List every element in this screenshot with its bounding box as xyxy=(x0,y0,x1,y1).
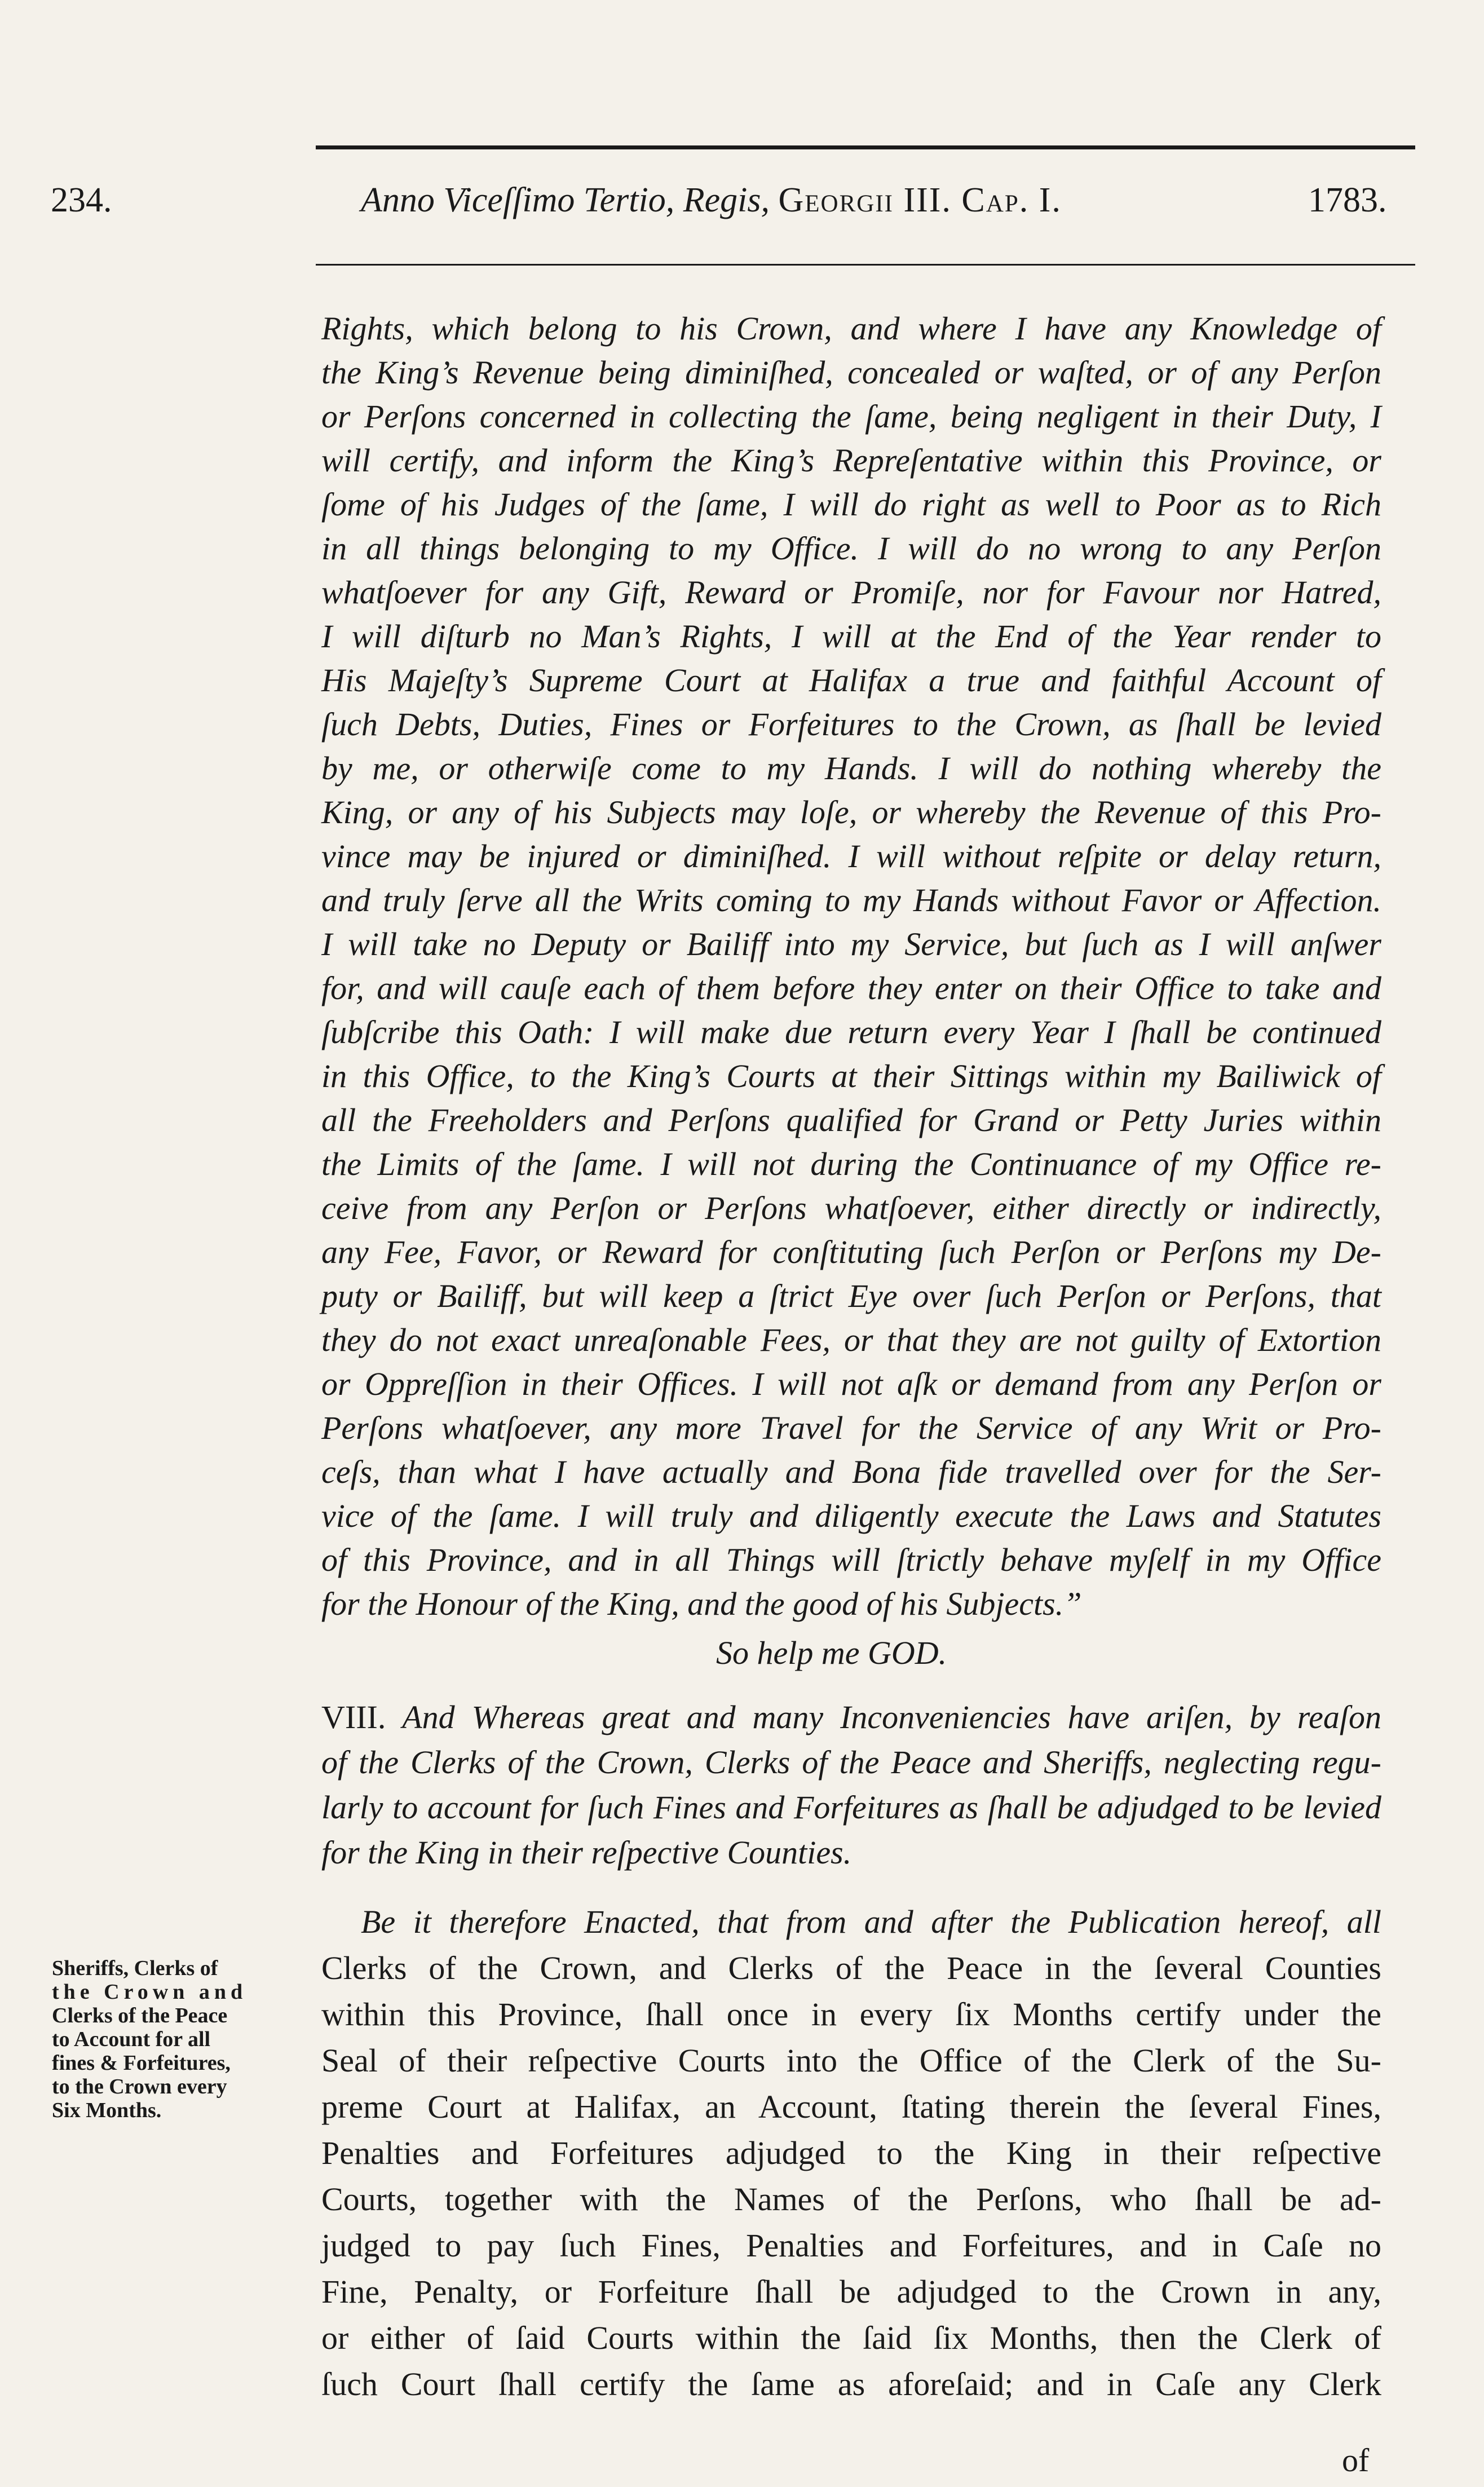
text-line: ſuch Debts, Duties, Fines or Forfeitures to the Crown, as ſhall be levied xyxy=(321,706,1381,743)
header-rule-bottom xyxy=(316,264,1415,266)
text-line: of the Clerks of the Crown, Clerks of the Peace and Sheriffs, neglecting regu- xyxy=(321,1744,1381,1781)
text-line: preme Court at Halifax, an Account, ſtating therein the ſeveral Fines, xyxy=(321,2088,1381,2125)
text-line: Courts, together with the Names of the Perſons, who ſhall be ad- xyxy=(321,2181,1381,2217)
text-line: they do not exact unreaſonable Fees, or that they are not guilty of Extortion xyxy=(321,1322,1381,1358)
text-line: His Majeſty’s Supreme Court at Halifax a true and faithful Account of xyxy=(321,662,1381,699)
text-line: Perſons whatſoever, any more Travel for the Service of any Writ or Pro- xyxy=(321,1410,1381,1446)
text-line: vice of the ſame. I will truly and diligently execute the Laws and Statutes xyxy=(321,1497,1381,1534)
margin-note-line: the Crown and xyxy=(52,1980,248,2004)
text-line: for the King in their reſpective Counties. xyxy=(321,1834,852,1871)
margin-note-line: Six Months. xyxy=(52,2099,162,2122)
text-line: ſuch Court ſhall certify the ſame as aforeſaid; and in Caſe any Clerk xyxy=(321,2366,1381,2402)
text-line: will certify, and inform the King’s Repreſentative within this Province, or xyxy=(321,442,1381,479)
margin-note xyxy=(52,1956,294,2122)
running-header xyxy=(0,180,1484,231)
margin-note-line: Clerks of the Peace xyxy=(52,2004,228,2027)
text-line: ſome of his Judges of the ſame, I will do right as well to Poor as to Rich xyxy=(321,486,1381,523)
section-text: And Whereas great and many Inconveniencies have ariſen, by reaſon xyxy=(402,1699,1382,1735)
text-line: puty or Bailiff, but will keep a ſtrict Eye over ſuch Perſon or Perſons, that xyxy=(321,1278,1381,1314)
text-line: by me, or otherwiſe come to my Hands. I will do nothing whereby the xyxy=(321,750,1381,787)
text-line: ſubſcribe this Oath: I will make due return every Year I ſhall be continued xyxy=(321,1014,1381,1050)
margin-note-line: fines & Forfeitures, xyxy=(52,2051,231,2075)
text-line: vince may be injured or diminiſhed. I will without reſpite or delay return, xyxy=(321,838,1381,874)
text-line: all the Freeholders and Perſons qualified for Grand or Petty Juries within xyxy=(321,1102,1381,1138)
header-rule-top xyxy=(316,145,1415,149)
text-line: for the Honour of the King, and the good of his Subjects.” xyxy=(321,1585,1082,1622)
running-title-italic: Anno Viceſſimo Tertio, Regis, xyxy=(361,181,770,219)
text-line: of this Province, and in all Things will ſtrictly behave myſelf in my Office xyxy=(321,1541,1381,1578)
text-line: Fine, Penalty, or Forfeiture ſhall be adjudged to the Crown in any, xyxy=(321,2273,1381,2310)
text-line: ceſs, than what I have actually and Bona fide travelled over for the Ser- xyxy=(321,1454,1381,1490)
catchword: of xyxy=(1342,2442,1370,2479)
text-line: larly to account for ſuch Fines and Forfeitures as ſhall be adjudged to be levied xyxy=(321,1789,1381,1826)
text-line: judged to pay ſuch Fines, Penalties and Forfeitures, and in Caſe no xyxy=(321,2227,1381,2264)
text-line: King, or any of his Subjects may loſe, or whereby the Revenue of this Pro- xyxy=(321,794,1381,831)
text-line: the King’s Revenue being diminiſhed, concealed or waſted, or of any Perſon xyxy=(321,354,1381,391)
text-line: whatſoever for any Gift, Reward or Promiſe, nor for Favour nor Hatred, xyxy=(321,574,1381,611)
text-line: or Perſons concerned in collecting the ſame, being negligent in their Duty, I xyxy=(321,398,1381,435)
section-first-line xyxy=(321,1697,1381,1738)
text-line: in all things belonging to my Office. I will do no wrong to any Perſon xyxy=(321,530,1381,567)
text-line: ceive from any Perſon or Perſons whatſoever, either directly or indirectly, xyxy=(321,1190,1381,1226)
text-line: and truly ſerve all the Writs coming to my Hands without Favor or Affection. xyxy=(321,882,1381,918)
text-line: the Limits of the ſame. I will not during the Continuance of my Office re- xyxy=(321,1146,1381,1182)
text-line: any Fee, Favor, or Reward for conſtituting ſuch Perſon or Perſons my De- xyxy=(321,1234,1381,1270)
margin-note-line: to Account for all xyxy=(52,2027,211,2051)
text-line: in this Office, to the King’s Courts at their Sittings within my Bailiwick of xyxy=(321,1058,1381,1094)
text-line: Penalties and Forfeitures adjudged to the King in their reſpective xyxy=(321,2135,1381,2171)
margin-note-line: Sheriffs, Clerks of xyxy=(52,1956,218,1980)
running-title xyxy=(361,180,1062,220)
text-line: Seal of their reſpective Courts into the Office of the Clerk of the Su- xyxy=(321,2042,1381,2079)
running-title-caps: Georgii III. Cap. I. xyxy=(778,181,1062,219)
text-line: Clerks of the Crown, and Clerks of the Peace in the ſeveral Counties xyxy=(321,1950,1381,1986)
oath-closing: So help me GOD. xyxy=(716,1635,947,1671)
text-line: or either of ſaid Courts within the ſaid ſix Months, then the Clerk of xyxy=(321,2320,1381,2356)
section-numeral: VIII. xyxy=(321,1699,386,1735)
text-line: I will take no Deputy or Bailiff into my Service, but ſuch as I will anſwer xyxy=(321,926,1381,962)
page-number: 234. xyxy=(51,181,112,219)
margin-note-line: to the Crown every xyxy=(52,2075,227,2099)
text-line: Be it therefore Enacted, that from and after the Publication hereof, all xyxy=(361,1903,1381,1940)
text-line: Rights, which belong to his Crown, and where I have any Knowledge of xyxy=(321,310,1381,347)
text-line: or Oppreſſion in their Offices. I will not aſk or demand from any Perſon or xyxy=(321,1366,1381,1402)
page-year: 1783. xyxy=(1308,181,1387,219)
text-line: I will diſturb no Man’s Rights, I will at the End of the Year render to xyxy=(321,618,1381,655)
text-line: for, and will cauſe each of them before they enter on their Office to take and xyxy=(321,970,1381,1006)
text-line: within this Province, ſhall once in every ſix Months certify under the xyxy=(321,1996,1381,2033)
